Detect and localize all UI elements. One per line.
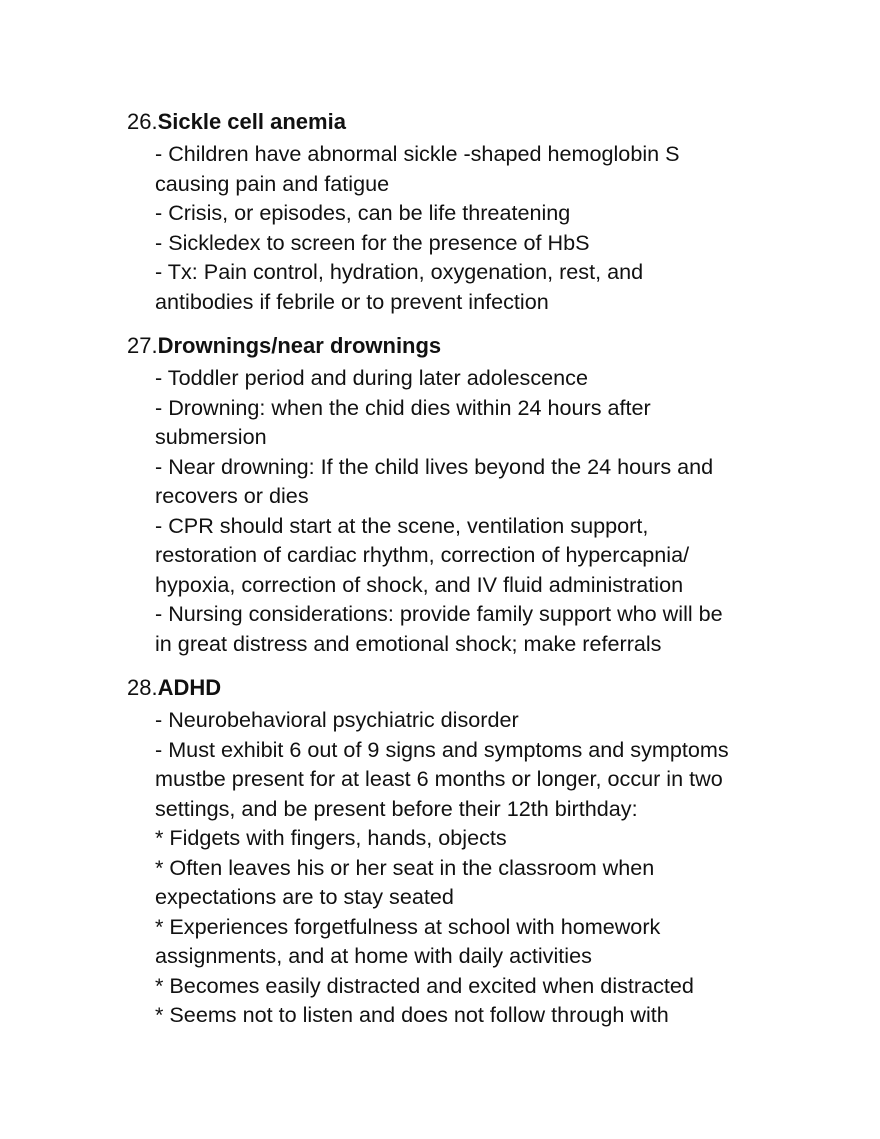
- text-line: - Nursing considerations: provide family support who will be: [155, 601, 723, 626]
- text-line: mustbe present for at least 6 months or longer, occur in two: [155, 766, 723, 791]
- section-title: Drownings/near drownings: [157, 333, 442, 358]
- text-line: settings, and be present before their 12th birthday:: [155, 795, 638, 821]
- section-heading: [127, 107, 827, 139]
- text-line: assignments, and at home with daily activities: [155, 943, 592, 968]
- text-line: restoration of cardiac rhythm, correction of hypercapnia/: [155, 542, 690, 567]
- section-number: 26.: [127, 109, 158, 134]
- text-line: in great distress and emotional shock; make referrals: [155, 630, 662, 656]
- text-line: - Toddler period and during later adolescence: [155, 365, 588, 390]
- text-line: expectations are to stay seated: [155, 884, 454, 909]
- text-line: - Tx: Pain control, hydration, oxygenation, rest, and: [155, 259, 644, 284]
- text-line: - Drowning: when the chid dies within 24 hours after: [155, 394, 651, 420]
- text-line: * Experiences forgetfulness at school with homework: [155, 913, 661, 939]
- text-line: - Near drowning: If the child lives beyond the 24 hours and: [155, 453, 714, 479]
- text-line: * Fidgets with fingers, hands, objects: [155, 825, 507, 850]
- text-line: antibodies if febrile or to prevent infection: [155, 288, 549, 314]
- text-line: * Often leaves his or her seat in the classroom when: [155, 854, 655, 880]
- section: [127, 107, 827, 316]
- section: [127, 673, 827, 1030]
- text-line: - CPR should start at the scene, ventilation support,: [155, 512, 649, 538]
- section-heading: [127, 673, 827, 705]
- text-line: - Sickledex to screen for the presence of HbS: [155, 229, 590, 255]
- document-page: [127, 107, 827, 1045]
- text-line: * Becomes easily distracted and excited when distracted: [155, 972, 694, 998]
- section-number: 28.: [127, 675, 158, 700]
- section-heading: [127, 331, 827, 363]
- text-line: hypoxia, correction of shock, and IV fluid administration: [155, 571, 684, 597]
- text-line: recovers or dies: [155, 483, 309, 508]
- section-title: ADHD: [157, 675, 222, 700]
- text-line: - Must exhibit 6 out of 9 signs and symptoms and symptoms: [155, 736, 729, 762]
- text-line: * Seems not to listen and does not follow through with: [155, 1002, 669, 1027]
- text-line: - Neurobehavioral psychiatric disorder: [155, 707, 519, 732]
- text-line: - Children have abnormal sickle -shaped hemoglobin S: [155, 141, 680, 166]
- text-line: submersion: [155, 424, 267, 449]
- text-line: causing pain and fatigue: [155, 170, 390, 196]
- section-number: 27.: [127, 333, 158, 358]
- text-line: - Crisis, or episodes, can be life threatening: [155, 200, 571, 225]
- section: [127, 331, 827, 658]
- section-title: Sickle cell anemia: [157, 109, 346, 134]
